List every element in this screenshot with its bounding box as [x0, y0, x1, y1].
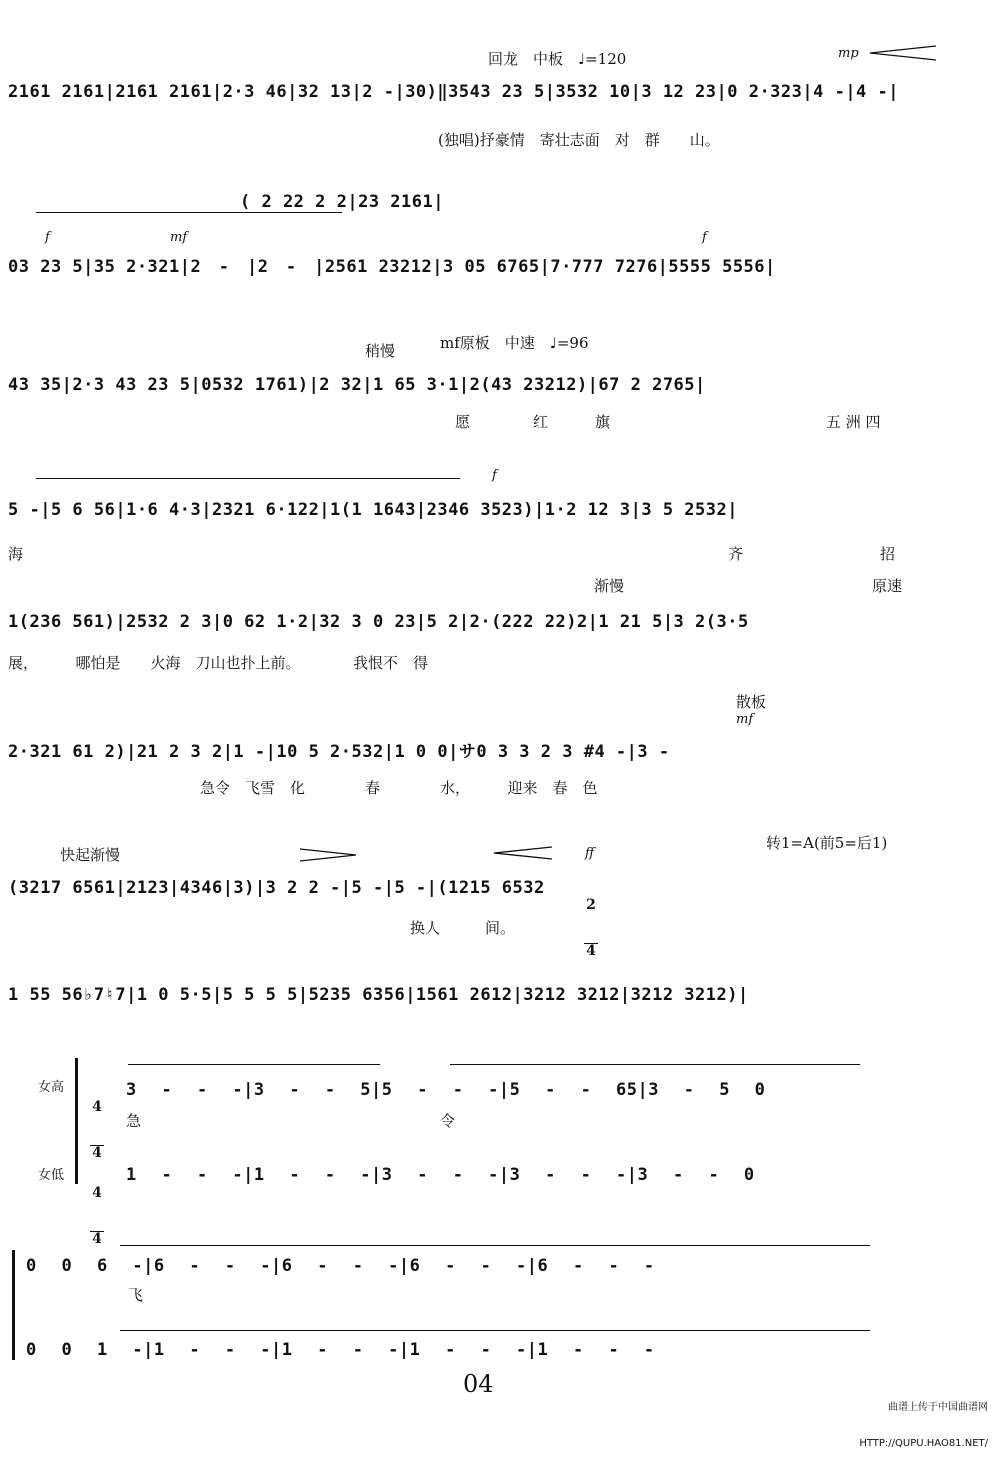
- dynamic-f: f: [45, 230, 50, 245]
- slur-line: [450, 1064, 860, 1065]
- lyric-wuzhousi: 五 洲 四: [826, 413, 881, 431]
- lyrics-row-7: 换人 间。: [410, 919, 516, 937]
- lyric-fei: 飞: [128, 1286, 144, 1304]
- footer-line-1: 曲谱上传于中国曲谱网: [888, 1402, 988, 1413]
- voice-label-high: 女高: [38, 1080, 65, 1095]
- mark-kuaiqijianman: 快起渐慢: [60, 846, 121, 864]
- slur-line: [120, 1245, 870, 1246]
- tempo-mark-yuanban: mf原板 中速 ♩=96: [440, 334, 589, 352]
- dynamic-ff: ff: [585, 846, 595, 861]
- decrescendo-hairpin: [298, 847, 358, 863]
- dynamic-mf: mf: [736, 712, 754, 727]
- slur-line: [128, 1064, 380, 1065]
- footer-watermark: [842, 1378, 988, 1462]
- time-signature-bottom: 4: [584, 943, 598, 959]
- page-number: 04: [463, 1370, 494, 1398]
- lyric-zhao: 招: [880, 545, 896, 563]
- key-change-mark: 转1=A(前5=后1): [766, 834, 888, 852]
- crescendo-hairpin: [868, 44, 938, 62]
- lyric-ji: 急: [126, 1112, 142, 1130]
- slur-line: [36, 478, 460, 479]
- notation-row-3: 43 35|2·3 43 23 5|0532 1761)|2 32|1 65 3·1|2(43 23212)|67 2 2765|: [8, 375, 706, 395]
- mark-jianman: 渐慢: [594, 577, 625, 595]
- slur-line: [120, 1330, 870, 1331]
- tempo-mark-huilong: 回龙 中板 ♩=120: [488, 50, 627, 68]
- time-signature-4-4: [90, 1156, 104, 1262]
- notation-choir-high-2: 0 0 6 -|6 - - -|6 - - -|6 - - -|6 - - -: [26, 1256, 655, 1276]
- mark-shaoman: 稍慢: [365, 342, 396, 360]
- lyric-hai: 海: [8, 545, 24, 563]
- mark-yuansu: 原速: [872, 577, 903, 595]
- lyrics-row-6: 急令 飞雪 化 春 水， 迎来 春 色: [200, 779, 598, 797]
- lyrics-row-5: 展， 哪怕是 火海 刀山也扑上前。 我恨不 得: [8, 654, 429, 672]
- mark-sanban: 散板: [736, 693, 767, 711]
- time-signature-top: 4: [92, 1185, 102, 1201]
- dynamic-f: f: [702, 230, 707, 245]
- notation-choir-low-2: 0 0 1 -|1 - - -|1 - - -|1 - - -|1 - - -: [26, 1340, 655, 1360]
- time-signature-bottom: 4: [90, 1231, 104, 1247]
- dynamic-mp: mp: [838, 46, 859, 61]
- lyric-hong: 红: [533, 413, 549, 431]
- bracket-notation-row-2: ( 2 22 2 2|23 2161|: [240, 192, 444, 212]
- dynamic-f: f: [492, 468, 497, 483]
- notation-row-8: 1 55 56♭7♮7|1 0 5·5|5 5 5 5|5235 6356|1561 2612|3212 3212|3212 3212)|: [8, 985, 749, 1005]
- voice-label-low: 女低: [38, 1168, 65, 1183]
- notation-row-5: 1(236 561)|2532 2 3|0 62 1·2|32 3 0 23|5 2|2·(222 22)2|1 21 5|3 2(3·5: [8, 612, 749, 632]
- time-signature-2-4: [584, 868, 598, 974]
- notation-row-2: 03 23 5|35 2·321|2 - |2 - |2561 23212|3 05 6765|7·777 7276|5555 5556|: [8, 257, 776, 277]
- slur-line: [36, 212, 342, 213]
- notation-row-1: 2161 2161|2161 2161|2·3 46|32 13|2 -|30)‖3543 23 5|3532 10|3 12 23|0 2·323|4 -|4 -|: [8, 82, 899, 102]
- time-signature-top: 4: [92, 1099, 102, 1115]
- system-bracket: [12, 1250, 15, 1360]
- lyric-qi: 齐: [728, 545, 744, 563]
- lyric-ling: 令: [440, 1112, 456, 1130]
- footer-line-2: HTTP://QUPU.HAO81.NET/: [859, 1438, 988, 1449]
- notation-choir-high: 3 - - -|3 - - 5|5 - - -|5 - - 65|3 - 5 0: [126, 1080, 766, 1100]
- lyrics-row-1: (独唱)抒豪情 寄壮志面 对 群 山。: [438, 131, 720, 149]
- system-bracket: [75, 1058, 78, 1184]
- crescendo-hairpin: [492, 845, 554, 861]
- lyric-qi: 旗: [595, 413, 611, 431]
- time-signature-bottom: 4: [90, 1145, 104, 1161]
- notation-choir-low: 1 - - -|1 - - -|3 - - -|3 - - -|3 - - 0: [126, 1165, 755, 1185]
- dynamic-mf: mf: [170, 230, 188, 245]
- notation-row-6: 2·321 61 2)|21 2 3 2|1 -|10 5 2·532|1 0 0|サ0 3 3 2 3 #4 -|3 -: [8, 742, 670, 762]
- notation-row-7: (3217 6561|2123|4346|3)|3 2 2 -|5 -|5 -|(1215 6532: [8, 878, 545, 898]
- notation-row-4: 5 -|5 6 56|1·6 4·3|2321 6·122|1(1 1643|2346 3523)|1·2 12 3|3 5 2532|: [8, 500, 738, 520]
- lyric-yuan: 愿: [455, 413, 471, 431]
- time-signature-top: 2: [586, 897, 596, 913]
